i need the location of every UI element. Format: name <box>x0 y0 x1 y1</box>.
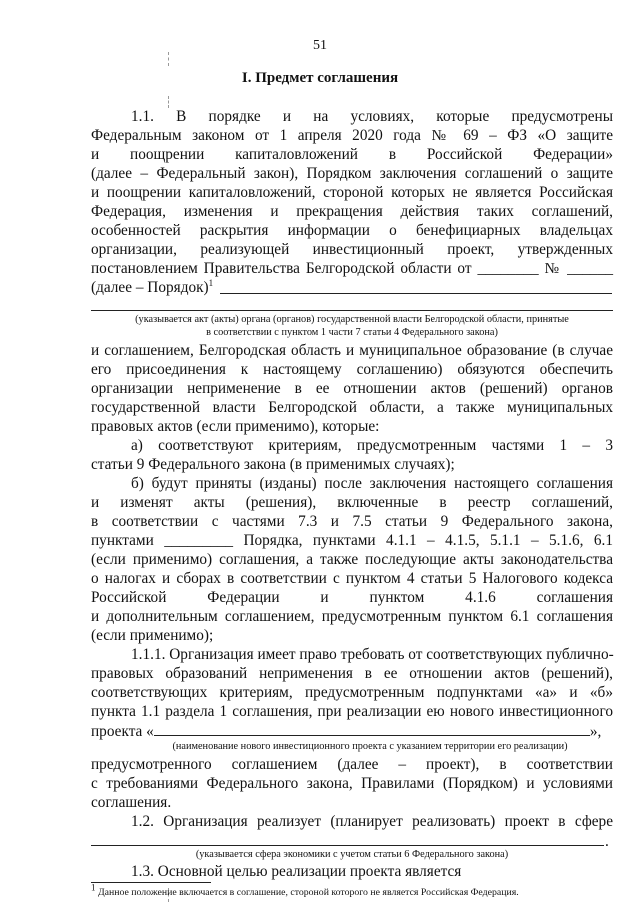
fill-line <box>91 845 604 846</box>
footnote-text: Данное положение включается в соглашение, стороной которого не является Российская Федерация. <box>97 887 519 898</box>
paragraph-line <box>91 278 613 297</box>
paragraph-line: с требованиями Федерального закона, Правилами (Порядком) и условиями <box>91 775 613 792</box>
paragraph-line: 1.1. В порядке и на условиях, которые предусмотрены <box>131 108 613 125</box>
paragraph-line: и поощрении капиталовложений, стороной которых не является Российская <box>91 184 613 201</box>
paragraph-line: особенностей раскрытия информации о бенефициарных владельцах <box>91 222 613 239</box>
field-caption: (указывается сфера экономики с учетом статьи 6 Федерального закона) <box>195 849 509 860</box>
section-title: I. Предмет соглашения <box>241 70 399 86</box>
footnote-mark: 1 <box>91 882 96 893</box>
fill-line <box>220 293 612 294</box>
page-number: 51 <box>313 38 327 53</box>
project-name-blank <box>154 721 590 736</box>
clause-1-1-1: правовых образований неприменения в ее отношении актов (решений), <box>91 665 613 682</box>
paragraph-line: Федерация, изменения и прекращения действия таких соглашений, <box>91 203 613 220</box>
project-suffix: », <box>589 723 602 740</box>
clause-1-1-1: пункта 1.1 раздела 1 соглашения, при реализации ею нового инвестиционного <box>91 703 613 720</box>
paragraph-line: соглашения. <box>91 794 172 811</box>
paragraph-line: постановлением Правительства Белгородской области от ________ № ______ <box>91 260 613 277</box>
list-item-a: а) соответствуют критериям, предусмотренным частями 1 – 3 <box>131 437 613 454</box>
list-item-b: пунктами _________ Порядка, пунктами 4.1.1 – 4.1.5, 5.1.1 – 5.1.6, 6.1 <box>91 532 613 549</box>
list-item-b: и изменят акты (решения), включенные в реестр соглашений, <box>91 494 613 511</box>
field-caption: (указывается акт (акты) органа (органов) государственной власти Белгородской области, принятые <box>135 314 569 325</box>
list-item-b: б) будут приняты (изданы) после заключения настоящего соглашения <box>131 475 613 492</box>
fill-line <box>91 310 613 311</box>
list-item-a: статьи 9 Федерального закона (в применимых случаях); <box>91 456 455 473</box>
clause-1-2: 1.2. Организация реализует (планирует реализовать) проект в сфере <box>131 813 613 830</box>
field-caption: (наименование нового инвестиционного проекта с указанием территории его реализации) <box>172 741 568 752</box>
footnote-separator <box>91 882 211 883</box>
paragraph-line: государственной власти Белгородской области, а также муниципальных <box>91 399 613 416</box>
list-item-b: о налогах и сборах в соответствии с пунктом 4 статьи 5 Налогового кодекса <box>91 570 613 587</box>
field-caption: в соответствии с пунктом 1 части 7 статьи 4 Федерального закона) <box>206 327 498 338</box>
clause-1-1-1: 1.1.1. Организация имеет право требовать от соответствующих публично- <box>131 646 614 663</box>
list-item-b: (если применимо); <box>91 627 214 644</box>
paragraph-line: (далее – Федеральный закон), Порядком заключения соглашений о защите <box>91 165 613 182</box>
paragraph-line: и соглашением, Белгородская область и муниципальное образование (в случае <box>91 342 613 359</box>
paragraph-line: организации неприменение в ее отношении актов (решений) органов <box>91 380 613 397</box>
list-item-b: в соответствии с частями 7.3 и 7.5 статьи 9 Федерального закона, <box>91 513 613 530</box>
scan-mark-top <box>168 52 169 66</box>
list-item-b: и дополнительным соглашением, предусмотренным пунктом 6.1 соглашения <box>91 608 613 625</box>
paragraph-line: его присоединения к настоящему соглашению) обязуются обеспечить <box>91 361 613 378</box>
paragraph-line: организации, реализующей инвестиционный проект, утвержденных <box>91 241 613 258</box>
clause-1-1-1: соответствующих критериям, предусмотренным подпунктами «а» и «б» <box>91 684 613 701</box>
clause-1-2-end: . <box>605 833 609 850</box>
paragraph-line: правовых актов (если применимо), которые: <box>91 418 380 435</box>
footnote <box>91 882 613 899</box>
clause-1-3: 1.3. Основной целью реализации проекта является <box>131 863 462 880</box>
list-item-b: Российской Федерации и пунктом 4.1.6 соглашения <box>91 589 613 606</box>
paragraph-line: предусмотренного соглашением (далее – проект), в соответствии <box>91 756 613 773</box>
list-item-b: (если применимо) соглашения, а также последующие акты законодательства <box>91 551 613 568</box>
paragraph-line: Федеральным законом от 1 апреля 2020 года № 69 – ФЗ «О защите <box>91 127 613 144</box>
project-prefix: проекта « <box>91 723 154 740</box>
footnote-ref: 1 <box>208 277 214 288</box>
paragraph-line: и поощрении капиталовложений в Российской Федерации» <box>91 146 613 163</box>
poryadok-label: (далее – Порядок) <box>91 279 209 296</box>
project-name-line <box>91 721 613 741</box>
